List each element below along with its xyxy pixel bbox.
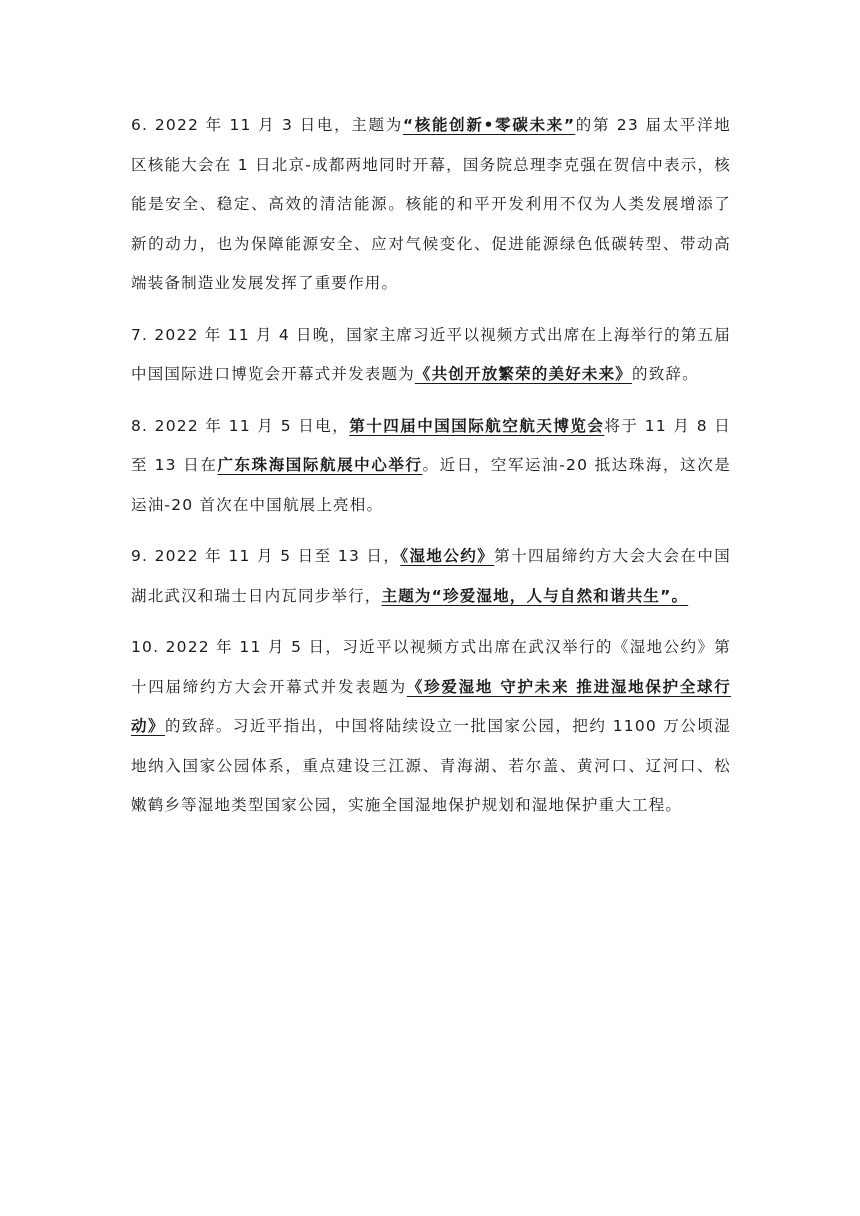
item-text: 。近日，空军运油-20 抵达珠海，这次是运油-20 首次在中国航展上亮相。 [131, 456, 731, 514]
item-highlight: “核能创新•零碳未来” [402, 116, 576, 134]
item-number: 8. [131, 416, 149, 435]
item-number: 6. [131, 116, 149, 134]
item-text: 第十四届缔约方大会大会在中国湖北武汉和瑞士日内瓦同步举行， [131, 547, 731, 605]
news-item-8 [131, 407, 731, 526]
news-item-10 [131, 628, 731, 826]
item-text: 的第 23 届太平洋地区核能大会在 1 日北京-成都两地同时开幕，国务院总理李克强在贺信中表示，核能是安全、稳定、高效的清洁能源。核能的和平开发利用不仅为人类发展增添了新的动力，也为保障能源安全、应对气候变化、促进能源绿色低碳转型、带动高端装备制造业发展发挥了重要作用。 [131, 116, 732, 292]
news-item-9 [131, 537, 731, 616]
item-text: 2022 年 11 月 5 日电， [148, 416, 350, 435]
item-highlight: 主题为“珍爱湿地，人与自然和谐共生”。 [381, 586, 689, 605]
item-text: 2022 年 11 月 4 日晚，国家主席习近平以视频方式出席在上海举行的第五届中国国际进口博览会开幕式并发表题为 [131, 325, 731, 383]
item-text: 2022 年 11 月 5 日，习近平以视频方式出席在武汉举行的《湿地公约》第十四届缔约方大会开幕式并发表题为 [131, 638, 731, 696]
item-number: 7. [131, 325, 149, 344]
news-item-7 [131, 316, 731, 395]
item-highlight: 《珍爱湿地 守护未来 推进湿地保护全球行动》 [131, 677, 731, 735]
news-item-6 [131, 106, 731, 304]
item-text: 的致辞。习近平指出，中国将陆续设立一批国家公园，把约 1100 万公顷湿地纳入国家公园体系，重点建设三江源、青海湖、若尔盖、黄河口、辽河口、松嫩鹤乡等湿地类型国家公园，实施全国湿地保护规划和湿地保护重大工程。 [131, 717, 731, 814]
item-highlight: 《湿地公约》 [400, 547, 495, 565]
item-highlight: 第十四届中国国际航空航天博览会 [349, 416, 605, 435]
item-highlight: 广东珠海国际航展中心举行 [217, 456, 423, 474]
item-highlight: 《共创开放繁荣的美好未来》 [414, 365, 633, 383]
item-text: 2022 年 11 月 3 日电，主题为 [148, 116, 403, 134]
item-text: 的致辞。 [632, 365, 699, 383]
item-text: 将于 11 月 8 日至 13 日在 [131, 416, 731, 474]
item-number: 9. [131, 547, 149, 565]
item-text: 2022 年 11 月 5 日至 13 日， [148, 547, 401, 565]
document-body [131, 106, 731, 838]
item-number: 10. [131, 638, 160, 656]
